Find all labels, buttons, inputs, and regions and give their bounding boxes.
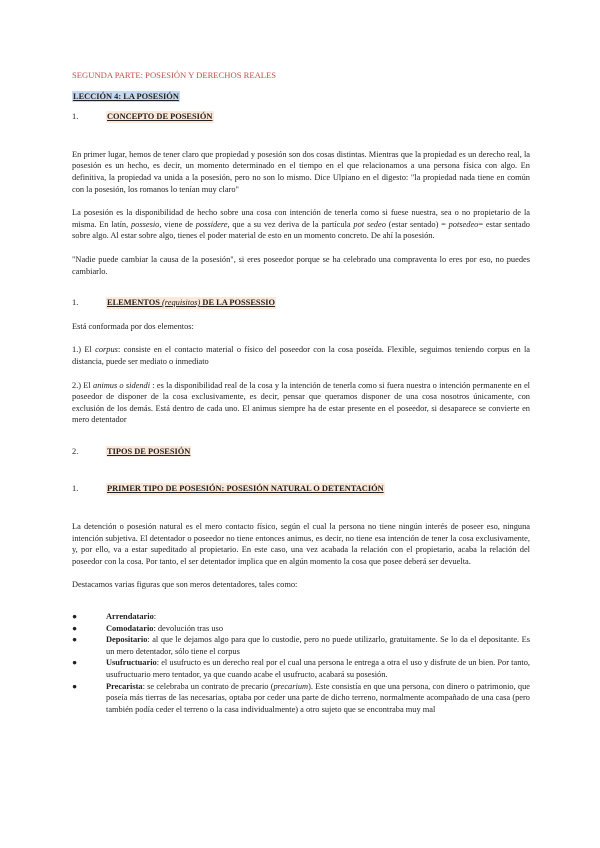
latin-term: possidere [195,219,228,229]
latin-term: precarium [273,681,309,691]
term: Precarista [106,681,143,691]
detentadores-list [72,611,530,715]
text-run: 2.) El [72,380,93,390]
text-run: DE LA POSSESSIO [200,298,276,308]
section-title: TIPOS DE POSESIÓN [107,446,191,456]
section-number: 1. [72,484,79,494]
section-heading-concepto [72,111,530,123]
bullet-icon: ● [72,635,78,645]
text-run: = estar sentado sobre algo. Al estar sobre algo, tienes el poder material de esto en un momento concreto. De ahí la posesión. [72,219,530,241]
lesson-title: LECCIÓN 4: LA POSESIÓN [73,91,179,101]
paragraph-detentacion: La detención o posesión natural es el mero contacto físico, según el cual la persona no tiene ningún interés de poseer eso, ninguna intención subjetiva. El detentador o poseedor no tiene entonces animus, es decir, no tiene esa intención de tener la cosa exclusivamente, y, por ello, va a estar supeditado al propietario. En este caso, una vez acabada la relación con el propietario, acaba la relación del poseedor con la cosa. Por tanto, el ser detentador implica que en algún momento la cosa que posee deberá ser devuelta. [72,522,530,566]
section-title: CONCEPTO DE POSESIÓN [107,112,213,122]
text-run: La posesión es la disponibilidad de hecho sobre una cosa con intención de tenerla como si fuese nuestra, sea o no propietario de la misma. En latín, [72,208,530,229]
list-item [72,681,530,716]
latin-term: animus o sidendi [93,380,151,390]
section-heading-elementos [72,297,530,309]
text-run: , que a su vez deriva de la partícula [227,219,354,229]
text-run: : al que le dejamos algo para que lo custodie, pero no puede utilizarlo, gratuitamente. Se lo da el depositante. Es un mero detentador, sólo tiene el corpus [106,635,530,656]
section-title: PRIMER TIPO DE POSESIÓN: POSESIÓN NATURAL O DETENTACIÓN [107,484,384,494]
paragraph-concepto-3: "Nadie puede cambiar la causa de la posesión", si eres poseedor porque se ha celebrado una compraventa lo eres por eso, no puedes cambiarlo. [72,254,530,276]
section-number: 1. [72,298,79,308]
list-item-body [106,611,530,623]
text-run: : devolución tras uso [153,623,224,633]
document-page [72,70,530,715]
bullet-icon: ● [72,681,78,691]
text-run: (requisitos) [162,298,201,308]
section-heading-tipos [72,446,530,458]
term: Usufructuario [106,658,157,668]
section-heading-primer-tipo [72,483,530,495]
latin-term: possesio, [130,219,162,229]
list-item-body [106,623,530,635]
paragraph-elemento-animus [72,380,530,426]
term: Depositario [106,635,148,645]
text-run: 1.) El [72,345,96,355]
bullet-icon: ● [72,612,78,622]
list-item [72,657,530,680]
bullet-icon: ● [72,623,78,633]
paragraph-elemento-corpus [72,344,530,367]
latin-term: corpus [95,345,118,355]
latin-term: potsedeo [448,219,479,229]
paragraph-concepto-2 [72,207,530,242]
text-run: (estar sentado) = [385,219,449,229]
paragraph-elementos-intro: Está conformada por dos elementos: [72,321,194,331]
list-item [72,611,530,623]
paragraph-figuras-intro: Destacamos varias figuras que son meros detentadores, tales como: [72,580,298,590]
paragraph-concepto-1: En primer lugar, hemos de tener claro que propiedad y posesión son dos cosas distintas. Mientras que la propiedad es un derecho real, la posesión es un hecho, es decir, un momento determinado en el tiempo en el que relacionamos a una persona física con algo. En definitiva, la propiedad va unida a la posesión, pero no son lo mismo. Dice Ulpiano en el digesto: "la propiedad nada tiene en común con la posesión, los romanos lo tenían muy claro" [72,149,530,194]
text-run: : se celebraba un contrato de precario ( [142,681,274,691]
latin-term: pot sedeo [353,219,386,229]
part-title: SEGUNDA PARTE: POSESIÓN Y DERECHOS REALES [72,70,277,80]
text-run: : el usufructo es un derecho real por el cual una persona le entrega a otra el uso y disfrute de un bien. Por tanto, usufructuario mero tentador, ya que cuando acabe el usufructo, acabará su posesión. [106,658,530,679]
text-run: viene de [161,219,196,229]
section-number: 1. [72,112,79,122]
term: Comodatario [106,623,154,633]
bullet-icon: ● [72,658,78,668]
text-run: : consiste en el contacto material o físico del poseedor con la cosa poseída. Flexible, seguimos teniendo corpus en la distancia, puede ser mediato o inmediato [72,345,530,366]
section-number: 2. [72,446,79,456]
list-item [72,634,530,657]
list-item-body [106,634,530,657]
list-item [72,623,530,635]
section-title [106,297,276,309]
text-run: ). Este consistía en que una persona, con dinero o patrimonio, que poseía más tierras de las necesarias, optaba por ceder una parte de dicho terreno, normalmente acompañado de una casa (pero también podía ceder el terreno o la casa individualmente) a otro sujeto que se encontraba muy mal [106,681,530,714]
list-item-body [106,681,530,716]
text-run: : [153,612,157,622]
text-run: : es la disponibilidad real de la cosa y la intención de tenerla como si fuera nuestra o intención permanente en el poseedor de disponer de la cosa exclusivamente, es decir, pensar que queramos disponer de una cosa nosotros únicamente, con exclusión de los demás. Está dentro de cada uno. El animus siempre ha de estar presente en el poseedor, si desaparece se convierte en mero detentador [72,380,530,425]
term: Arrendatario [106,612,154,622]
list-item-body [106,657,530,680]
text-run: ELEMENTOS [107,298,162,308]
